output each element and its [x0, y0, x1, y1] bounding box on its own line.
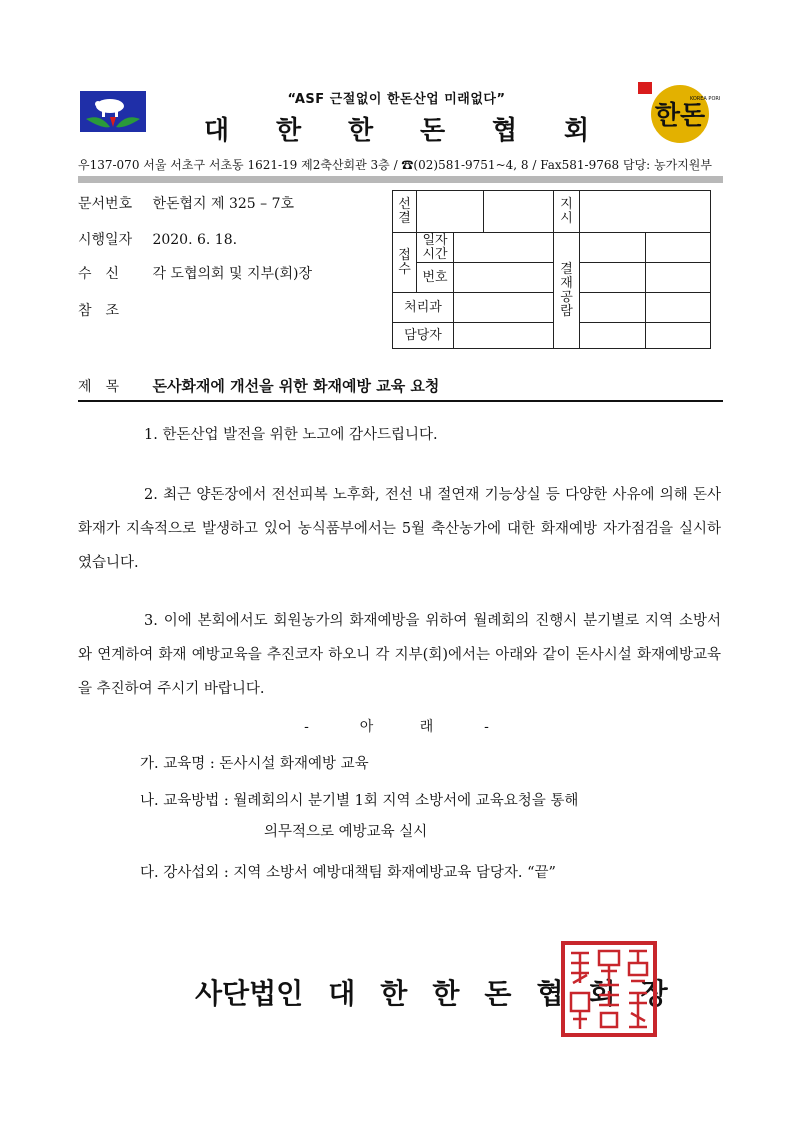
damdangja-cell: [454, 323, 554, 349]
subject-value: 돈사화재에 개선을 위한 화재예방 교육 요청: [152, 377, 440, 395]
paragraph-3: 3. 이에 본회에서도 회원농가의 화재예방을 위하여 월례회의 진행시 분기별로 지역 소방서와 연계하여 화재 예방교육을 추진코자 하오니 각 지부(회)에서는 아래와 같이 돈사시설 화재예방교육을 추진하여 주시기 바랍니다.: [78, 613, 721, 697]
seongyeol-cell: [417, 191, 484, 233]
item-ga: 가. 교육명 : 돈사시설 화재예방 교육: [140, 756, 369, 772]
korea-pork-logo: [634, 78, 720, 144]
jeopsu-label: 접 수: [393, 233, 417, 293]
paragraph-1: 1. 한돈산업 발전을 위한 노고에 감사드립니다.: [144, 427, 438, 443]
below-marker: - 아 래 -: [304, 719, 489, 735]
gyeoljae-cell: [580, 233, 646, 263]
subject-row: [78, 375, 439, 396]
document-number-label: 문서번호: [78, 196, 133, 212]
gyeoljae-cell: [646, 263, 711, 293]
approval-table: [392, 190, 711, 349]
beonho-cell: [454, 263, 554, 293]
header-divider: [78, 176, 723, 183]
logo-subtext: KOREA PORK: [689, 96, 720, 102]
seongyeol-cell-2: [484, 191, 554, 233]
reference-label: 참 조: [78, 303, 120, 319]
gyeoljae-cell: [580, 293, 646, 323]
paragraph-2: 2. 최근 양돈장에서 전선피복 노후화, 전선 내 절연재 기능상실 등 다양한 사유에 의해 돈사화재가 지속적으로 발생하고 있어 농식품부에서는 5월 축산농가에 대한 화재예방 자가점검을 실시하였습니다.: [78, 487, 721, 571]
jisi-label: 지 시: [554, 191, 580, 233]
gyeoljae-cell: [580, 323, 646, 349]
reference-row: [78, 300, 148, 320]
item-da: 다. 강사섭외 : 지역 소방서 예방대책팀 화재예방교육 담당자. “끝”: [140, 865, 556, 881]
closing-signature: 사단법인 대 한 한 돈 협 회 장: [195, 977, 668, 1010]
subject-divider: [78, 400, 723, 402]
date-value: 2020. 6. 18.: [152, 232, 238, 248]
document-number: 한돈협지 제 325 – 7호: [152, 196, 295, 212]
recipient-row: [78, 263, 312, 283]
slogan: “ASF 근절없이 한돈산업 미래없다”: [287, 92, 506, 107]
gyeoljae-cell: [580, 263, 646, 293]
address-line: 우137-070 서울 서초구 서초동 1621-19 제2축산회관 3층 / ☎(02)581-9751~4, 8 / Fax581-9768 담당: 농가지원부: [78, 158, 712, 172]
item-na-continued: 의무적으로 예방교육 실시: [264, 824, 428, 840]
gyeoljae-cell: [646, 323, 711, 349]
cheorigwa-label: 처리과: [393, 293, 454, 323]
date-label: 시행일자: [78, 232, 133, 248]
gyeoljae-label: 결 재 공 람: [554, 233, 580, 349]
cheorigwa-cell: [454, 293, 554, 323]
document-number-row: [78, 193, 294, 213]
recipient-value: 각 도협의회 및 지부(회)장: [152, 266, 312, 282]
subject-label: 제 목: [78, 379, 120, 395]
date-row: [78, 229, 237, 249]
gyeoljae-cell: [646, 233, 711, 263]
item-na: 나. 교육방법 : 월례회의시 분기별 1회 지역 소방서에 교육요청을 통해: [140, 793, 579, 809]
ilja-label: 일자 시간: [417, 233, 454, 263]
official-seal: [561, 941, 657, 1037]
recipient-label: 수 신: [78, 266, 120, 282]
seongyeol-label: 선 결: [393, 191, 417, 233]
beonho-label: 번호: [417, 263, 454, 293]
damdangja-label: 담당자: [393, 323, 454, 349]
gyeoljae-cell: [646, 293, 711, 323]
logo-text: 한돈: [654, 101, 706, 131]
organization-title: 대 한 한 돈 협 회: [203, 116, 590, 146]
jisi-cell: [580, 191, 711, 233]
ilja-cell: [454, 233, 554, 263]
